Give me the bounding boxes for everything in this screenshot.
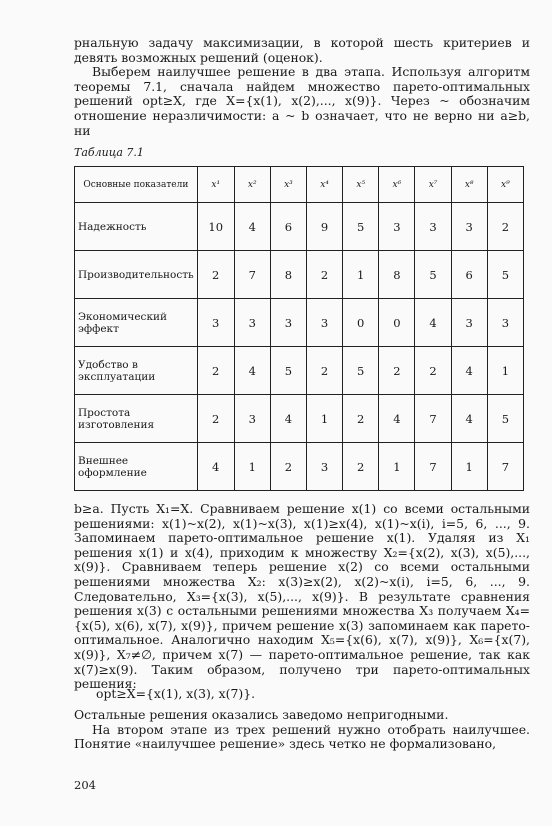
column-header: x⁸ — [451, 167, 487, 203]
table-cell: 2 — [197, 251, 234, 299]
table-cell: 8 — [379, 251, 415, 299]
table-cell: 3 — [451, 203, 487, 251]
table-cell: 7 — [234, 251, 270, 299]
table-cell: 4 — [379, 395, 415, 443]
analysis-paragraph: b≥a. Пусть X₁=X. Сравниваем решение x(1) со всеми остальными решениями: x(1)~x(2), x(1)~x(3), x(1)≥x(4), x(1)~x(i), i=5, 6, ..., 9. Запоминаем парето-оптимальное решение x(1). Удаляя из X₁ решения x(1) и x(4), приходим к множеству X₂={x(2), x(3), x(5),..., x(9)}. Сравниваем теперь решение x(2) со всеми остальными решениями множества X₂: x(3)≥x(2), x(2)~x(i), i=5, 6, ..., 9. Следовательно, X₃={x(3), x(5),..., x(9)}. В результате сравнения решения x(3) с остальными решениями множества X₃ получаем X₄={x(5), x(6), x(7), x(9)}, причем решение x(3) запоминаем как парето-оптимальное. Аналогично находим X₅={x(6), x(7), x(9)}, X₆={x(7), x(9)}, X₇≠∅, причем x(7) — парето-оптимальное решение, так как x(7)≥x(9). Таким образом, получено три парето-оптимальных решения: — [74, 501, 530, 692]
table-cell: 3 — [415, 203, 451, 251]
table-cell: 2 — [197, 347, 234, 395]
column-header: x⁷ — [415, 167, 451, 203]
table-cell: 3 — [451, 299, 487, 347]
row-label: Простота изготовления — [75, 395, 198, 443]
table-cell: 1 — [306, 395, 342, 443]
column-header: x⁵ — [343, 167, 379, 203]
table-cell: 2 — [379, 347, 415, 395]
table-cell: 5 — [343, 203, 379, 251]
paragraph-remaining: Остальные решения оказались заведомо непригодными. — [74, 707, 449, 722]
table-cell: 2 — [197, 395, 234, 443]
table-cell: 3 — [306, 299, 342, 347]
pareto-set-formula: opt≥X={x(1), x(3), x(7)}. — [96, 686, 256, 701]
table-cell: 5 — [487, 395, 523, 443]
table-row — [75, 251, 524, 299]
table-cell: 4 — [451, 395, 487, 443]
table-cell: 5 — [270, 347, 306, 395]
table-cell: 0 — [379, 299, 415, 347]
table-cell: 2 — [306, 251, 342, 299]
paragraph-second-stage: На втором этапе из трех решений нужно отобрать наилучшее. Понятие «наилучшее решение» здесь четко не формализовано, — [74, 721, 530, 752]
table-body — [75, 203, 524, 491]
table-cell: 3 — [306, 443, 342, 491]
table-cell: 8 — [270, 251, 306, 299]
table-cell: 7 — [415, 443, 451, 491]
table-cell: 4 — [234, 203, 270, 251]
table-cell: 5 — [415, 251, 451, 299]
paragraph-two-stage: Выберем наилучшее решение в два этапа. Используя алгоритм теоремы 7.1, сначала найдем множество парето-оптимальных решений opt≥X, где X={x(1), x(2),..., x(9)}. Через ~ обозначим отношение неразличимости: a ~ b означает, что не верно ни a≥b, ни — [74, 64, 530, 138]
top-text-block — [74, 36, 530, 138]
table-cell: 1 — [451, 443, 487, 491]
table-cell: 4 — [270, 395, 306, 443]
table-cell: 5 — [487, 251, 523, 299]
row-label: Удобство в эксплуатации — [75, 347, 198, 395]
column-header: x³ — [270, 167, 306, 203]
table-cell: 1 — [343, 251, 379, 299]
table-cell: 3 — [234, 395, 270, 443]
table-row — [75, 443, 524, 491]
table-cell: 2 — [415, 347, 451, 395]
table-cell: 6 — [270, 203, 306, 251]
column-header: x¹ — [197, 167, 234, 203]
table-cell: 1 — [487, 347, 523, 395]
table-cell: 3 — [197, 299, 234, 347]
table-cell: 2 — [306, 347, 342, 395]
page-number: 204 — [74, 778, 96, 792]
table-cell: 3 — [270, 299, 306, 347]
table-cell: 4 — [451, 347, 487, 395]
table-row — [75, 299, 524, 347]
table-cell: 2 — [270, 443, 306, 491]
table-cell: 2 — [343, 395, 379, 443]
table-cell: 7 — [415, 395, 451, 443]
criteria-table — [74, 166, 524, 491]
table-cell: 5 — [343, 347, 379, 395]
table-cell: 2 — [343, 443, 379, 491]
column-header: x⁹ — [487, 167, 523, 203]
table-cell: 4 — [197, 443, 234, 491]
table-caption: Таблица 7.1 — [74, 146, 144, 159]
table-cell: 7 — [487, 443, 523, 491]
column-header: x² — [234, 167, 270, 203]
row-label: Надежность — [75, 203, 198, 251]
table-cell: 6 — [451, 251, 487, 299]
table-cell: 3 — [487, 299, 523, 347]
table-cell: 3 — [379, 203, 415, 251]
table-cell: 1 — [379, 443, 415, 491]
row-label: Внешнее оформление — [75, 443, 198, 491]
table-row — [75, 203, 524, 251]
table-row — [75, 395, 524, 443]
header-label-cell: Основные показатели — [75, 167, 198, 203]
table-cell: 3 — [234, 299, 270, 347]
row-label: Производительность — [75, 251, 198, 299]
table-cell: 4 — [234, 347, 270, 395]
row-label: Экономический эффект — [75, 299, 198, 347]
column-header: x⁶ — [379, 167, 415, 203]
paragraph-continuation: рнальную задачу максимизации, в которой шесть критериев и девять возможных решений (оценок). — [74, 35, 530, 65]
table-cell: 10 — [197, 203, 234, 251]
table-cell: 9 — [306, 203, 342, 251]
table-cell: 2 — [487, 203, 523, 251]
table-row — [75, 347, 524, 395]
column-header: x⁴ — [306, 167, 342, 203]
table-cell: 4 — [415, 299, 451, 347]
table-cell: 1 — [234, 443, 270, 491]
closing-text-block — [74, 708, 530, 752]
table-header-row — [75, 167, 524, 203]
table-cell: 0 — [343, 299, 379, 347]
